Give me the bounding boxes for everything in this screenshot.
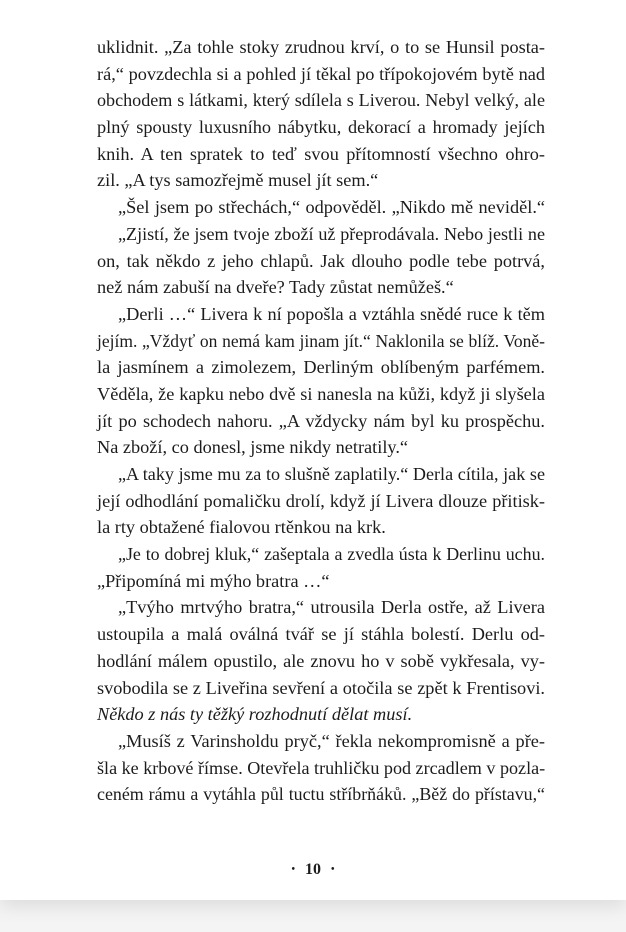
text-line: „Musíš z Varinsholdu pryč,“ řekla nekompromisně a pře- <box>118 730 545 751</box>
text-line: jít po schodech nahoru. „A vždycky nám byl ku prospěchu. <box>97 410 545 431</box>
text-line: „Šel jsem po střechách,“ odpověděl. „Nikdo mě neviděl.“ <box>118 197 545 218</box>
text-line: knih. A ten spratek to teď svou přítomností všechno ohro- <box>97 143 545 164</box>
body-text <box>97 34 545 808</box>
page-number: 10 <box>305 861 321 878</box>
page-footer <box>0 861 626 879</box>
text-line: hodlání málem opustilo, ale znovu ho v sobě vykřesala, vy- <box>97 650 545 671</box>
text-line: Někdo z nás ty těžký rozhodnutí dělat musí. <box>97 704 413 725</box>
text-line: obchodem s látkami, který sdílela s Liverou. Nebyl velký, ale <box>97 90 545 111</box>
text-line: Věděla, že kapku nebo dvě si nanesla na kůži, když ji slyšela <box>97 383 545 404</box>
text-line: ceném rámu a vytáhla půl tuctu stříbrňáků. „Běž do přístavu,“ <box>97 784 545 805</box>
text-line: uklidnit. „Za tohle stoky zrudnou krví, o to se Hunsil posta- <box>97 37 545 57</box>
text-line: rá,“ povzdechla si a pohled jí těkal po třípokojovém bytě nad <box>97 63 545 84</box>
text-line: „Připomíná mi mýho bratra …“ <box>97 570 330 591</box>
text-line: „Derli …“ Livera k ní popošla a vztáhla snědé ruce k těm <box>118 303 545 324</box>
text-line: šla ke krbové římse. Otevřela truhličku pod zrcadlem v pozla- <box>97 757 546 778</box>
text-line: jejím. „Vždyť on nemá kam jinam jít.“ Naklonila se blíž. Voně- <box>97 330 545 351</box>
text-line: než nám zabuší na dveře? Tady zůstat nemůžeš.“ <box>97 277 454 298</box>
footer-ornament-left: • <box>291 864 295 875</box>
text-line: její odhodlání pomaličku drolí, když jí Livera dlouze přitisk- <box>97 490 545 511</box>
text-line: on, tak někdo z jeho chlapů. Jak dlouho podle tebe potrvá, <box>97 250 545 271</box>
text-line: la rty obtažené fialovou rtěnkou na krk. <box>97 517 386 538</box>
text-line: zil. „A tys samozřejmě musel jít sem.“ <box>97 170 379 191</box>
text-line: Na zboží, co donesl, jsme nikdy netratily.“ <box>97 437 409 458</box>
footer-ornament-right: • <box>331 864 335 875</box>
text-line: la jasmínem a zimolezem, Derliným oblíbeným parfémem. <box>97 357 545 378</box>
text-line: „Je to dobrej kluk,“ zašeptala a zvedla ústa k Derlinu uchu. <box>118 544 545 565</box>
text-line: svobodila se z Liveřina sevření a otočila se zpět k Frentisovi. <box>97 677 545 698</box>
text-line: „Zjistí, že jsem tvoje zboží už přeprodávala. Nebo jestli ne <box>118 223 545 244</box>
text-line: „Tvýho mrtvýho bratra,“ utrousila Derla ostře, až Livera <box>118 597 545 618</box>
text-line: „A taky jsme mu za to slušně zaplatily.“ Derla cítila, jak se <box>118 464 545 484</box>
text-line: plný spousty luxusního nábytku, dekorací a hromady jejích <box>97 117 545 138</box>
text-line: ustoupila a malá oválná tvář se jí stáhla bolestí. Derlu od- <box>97 624 545 645</box>
